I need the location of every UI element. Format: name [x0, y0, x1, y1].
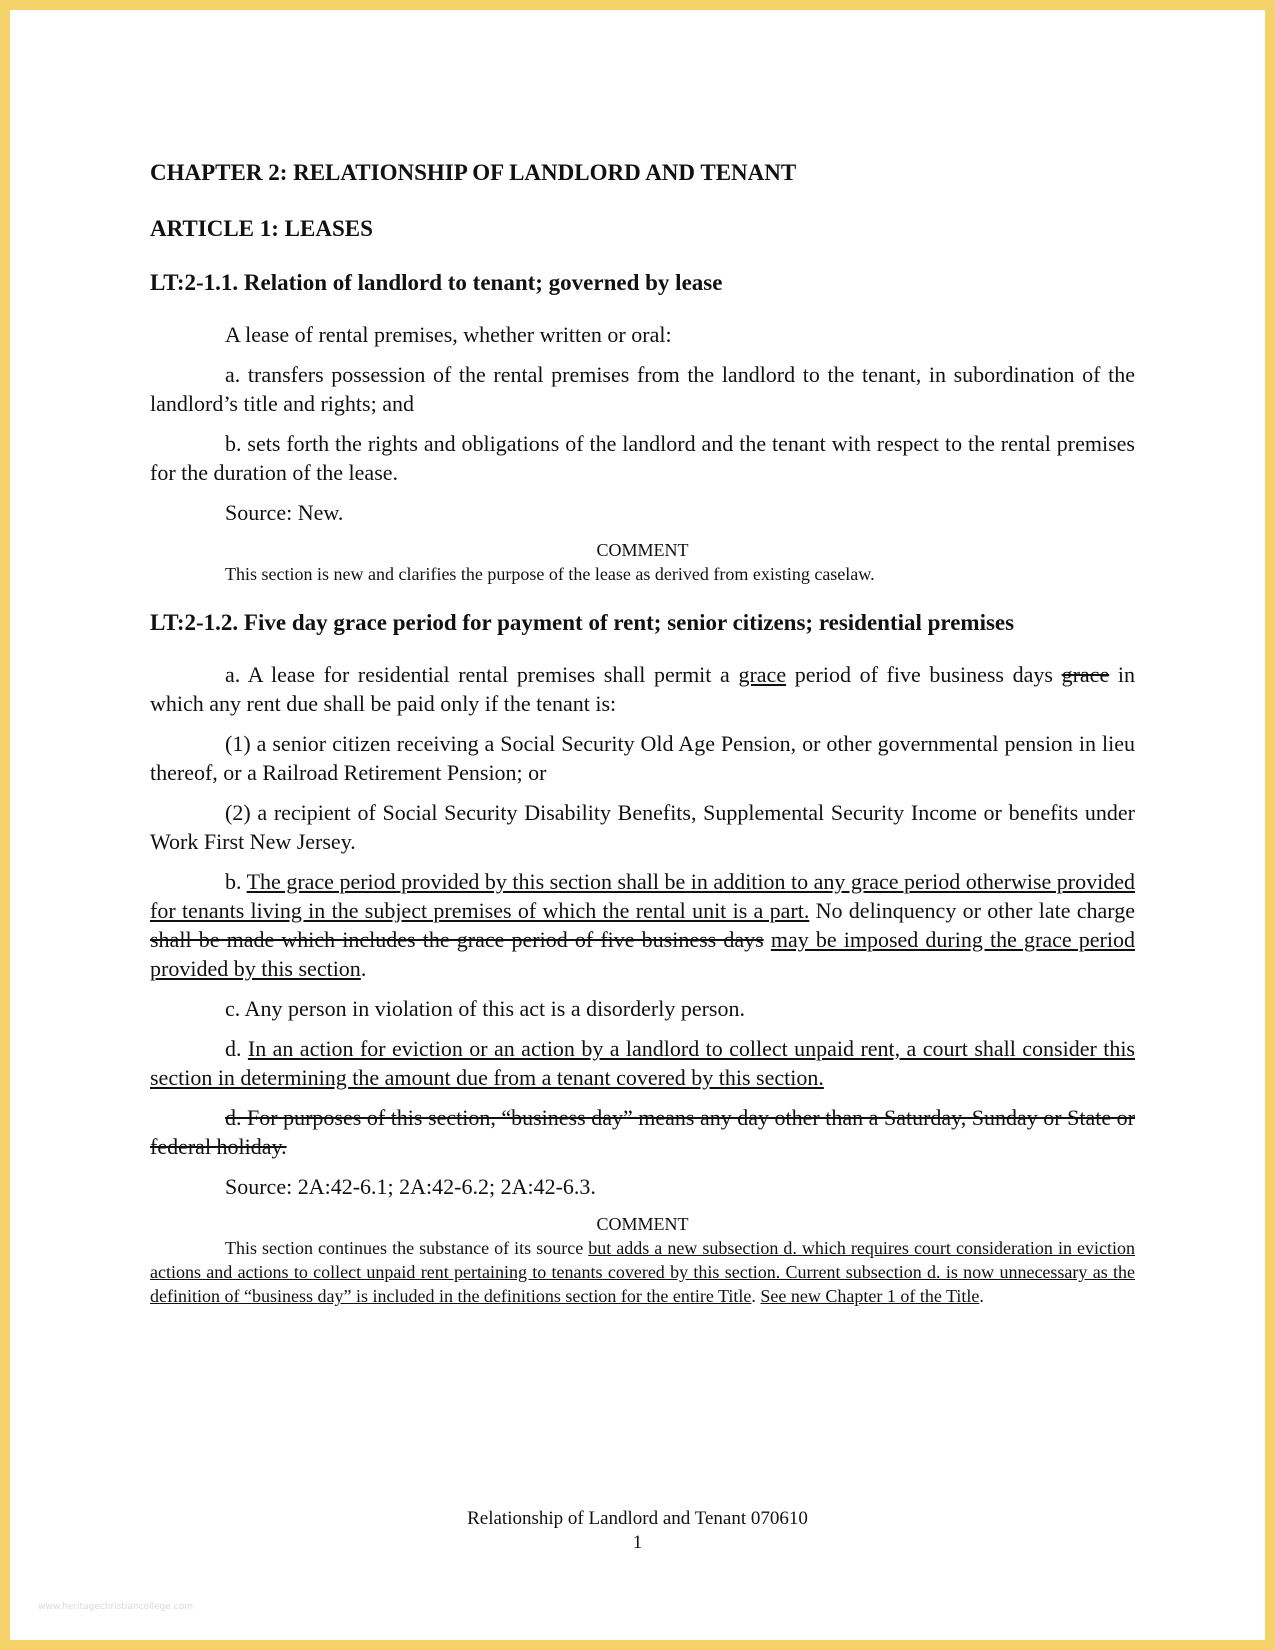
text-run: No delinquency or other late charge	[809, 898, 1135, 923]
section-2-1-2-d	[150, 1034, 1135, 1092]
section-2-1-2-a	[150, 660, 1135, 718]
section-2-1-1-comment: This section is new and clarifies the purpose of the lease as derived from existing caselaw.	[225, 564, 875, 584]
text-run	[764, 927, 771, 952]
section-2-1-1-a: a. transfers possession of the rental premises from the landlord to the tenant, in subordination of the landlord’s title and rights; and	[150, 362, 1135, 416]
inserted-text: but adds a new subsection d. which requires court consideration in eviction actions and actions to collect unpaid rent pertaining to tenants covered by this section. Current subsection d. is now unnecessary as the definition of “business day” is included in the definitions section for the entire Title	[150, 1238, 1135, 1306]
document-body	[150, 148, 1135, 1308]
text-run: .	[360, 956, 367, 981]
section-2-1-2-comment	[150, 1236, 1135, 1308]
footer-title: Relationship of Landlord and Tenant 070610	[467, 1508, 808, 1529]
section-2-1-1-b: b. sets forth the rights and obligations of the landlord and the tenant with respect to the rental premises for the duration of the lease.	[150, 431, 1135, 485]
inserted-text: may be imposed during the grace period provided by this section	[150, 927, 1135, 981]
text-run: period of five business days	[786, 662, 1062, 687]
section-2-1-2-source: Source: 2A:42-6.1; 2A:42-6.2; 2A:42-6.3.	[225, 1174, 596, 1199]
page-footer	[10, 1507, 1265, 1555]
section-2-1-2-a1: (1) a senior citizen receiving a Social Security Old Age Pension, or other governmental pension in lieu thereof, or a Railroad Retirement Pension; or	[150, 731, 1135, 785]
deleted-text: shall be made which includes the grace period of five business days	[150, 927, 764, 952]
section-2-1-2-b	[150, 867, 1135, 983]
section-heading-2-1-1: LT:2-1.1. Relation of landlord to tenant; governed by lease	[150, 270, 723, 295]
text-run: d.	[225, 1036, 248, 1061]
text-run: .	[751, 1286, 761, 1306]
inserted-text: grace	[738, 662, 787, 687]
text-run: b.	[225, 869, 247, 894]
deleted-text: grace	[1061, 662, 1110, 687]
section-heading-2-1-2: LT:2-1.2. Five day grace period for payment of rent; senior citizens; residential premises	[150, 610, 1015, 635]
section-2-1-2-a2: (2) a recipient of Social Security Disability Benefits, Supplemental Security Income or benefits under Work First New Jersey.	[150, 800, 1135, 854]
section-2-1-2-d-deleted: d. For purposes of this section, “business day” means any day other than a Saturday, Sunday or State or federal holiday.	[150, 1105, 1135, 1159]
text-run: This section continues the substance of its source	[225, 1238, 589, 1258]
article-title: ARTICLE 1: LEASES	[150, 216, 373, 241]
inserted-text: In an action for eviction or an action by a landlord to collect unpaid rent, a court shall consider this section in determining the amount due from a tenant covered by this section.	[150, 1036, 1135, 1090]
comment-label: COMMENT	[596, 540, 689, 560]
text-run: in which any rent due shall be paid only if the tenant is:	[150, 662, 1135, 716]
section-2-1-1-intro: A lease of rental premises, whether written or oral:	[225, 322, 672, 347]
inserted-text: See new Chapter 1 of the Title	[760, 1286, 980, 1306]
page-number: 1	[632, 1532, 643, 1553]
section-2-1-2-c: c. Any person in violation of this act is a disorderly person.	[225, 996, 745, 1021]
text-run: .	[979, 1286, 984, 1306]
document-page	[10, 10, 1265, 1640]
section-2-1-1-source: Source: New.	[225, 500, 344, 525]
watermark: www.heritagechristiancollege.com	[38, 1602, 193, 1612]
inserted-text: The grace period provided by this section shall be in addition to any grace period otherwise provided for tenants living in the subject premises of which the rental unit is a part.	[150, 869, 1135, 923]
comment-label: COMMENT	[596, 1214, 689, 1234]
chapter-title: CHAPTER 2: RELATIONSHIP OF LANDLORD AND TENANT	[150, 160, 797, 185]
text-run: a. A lease for residential rental premises shall permit a	[225, 662, 739, 687]
